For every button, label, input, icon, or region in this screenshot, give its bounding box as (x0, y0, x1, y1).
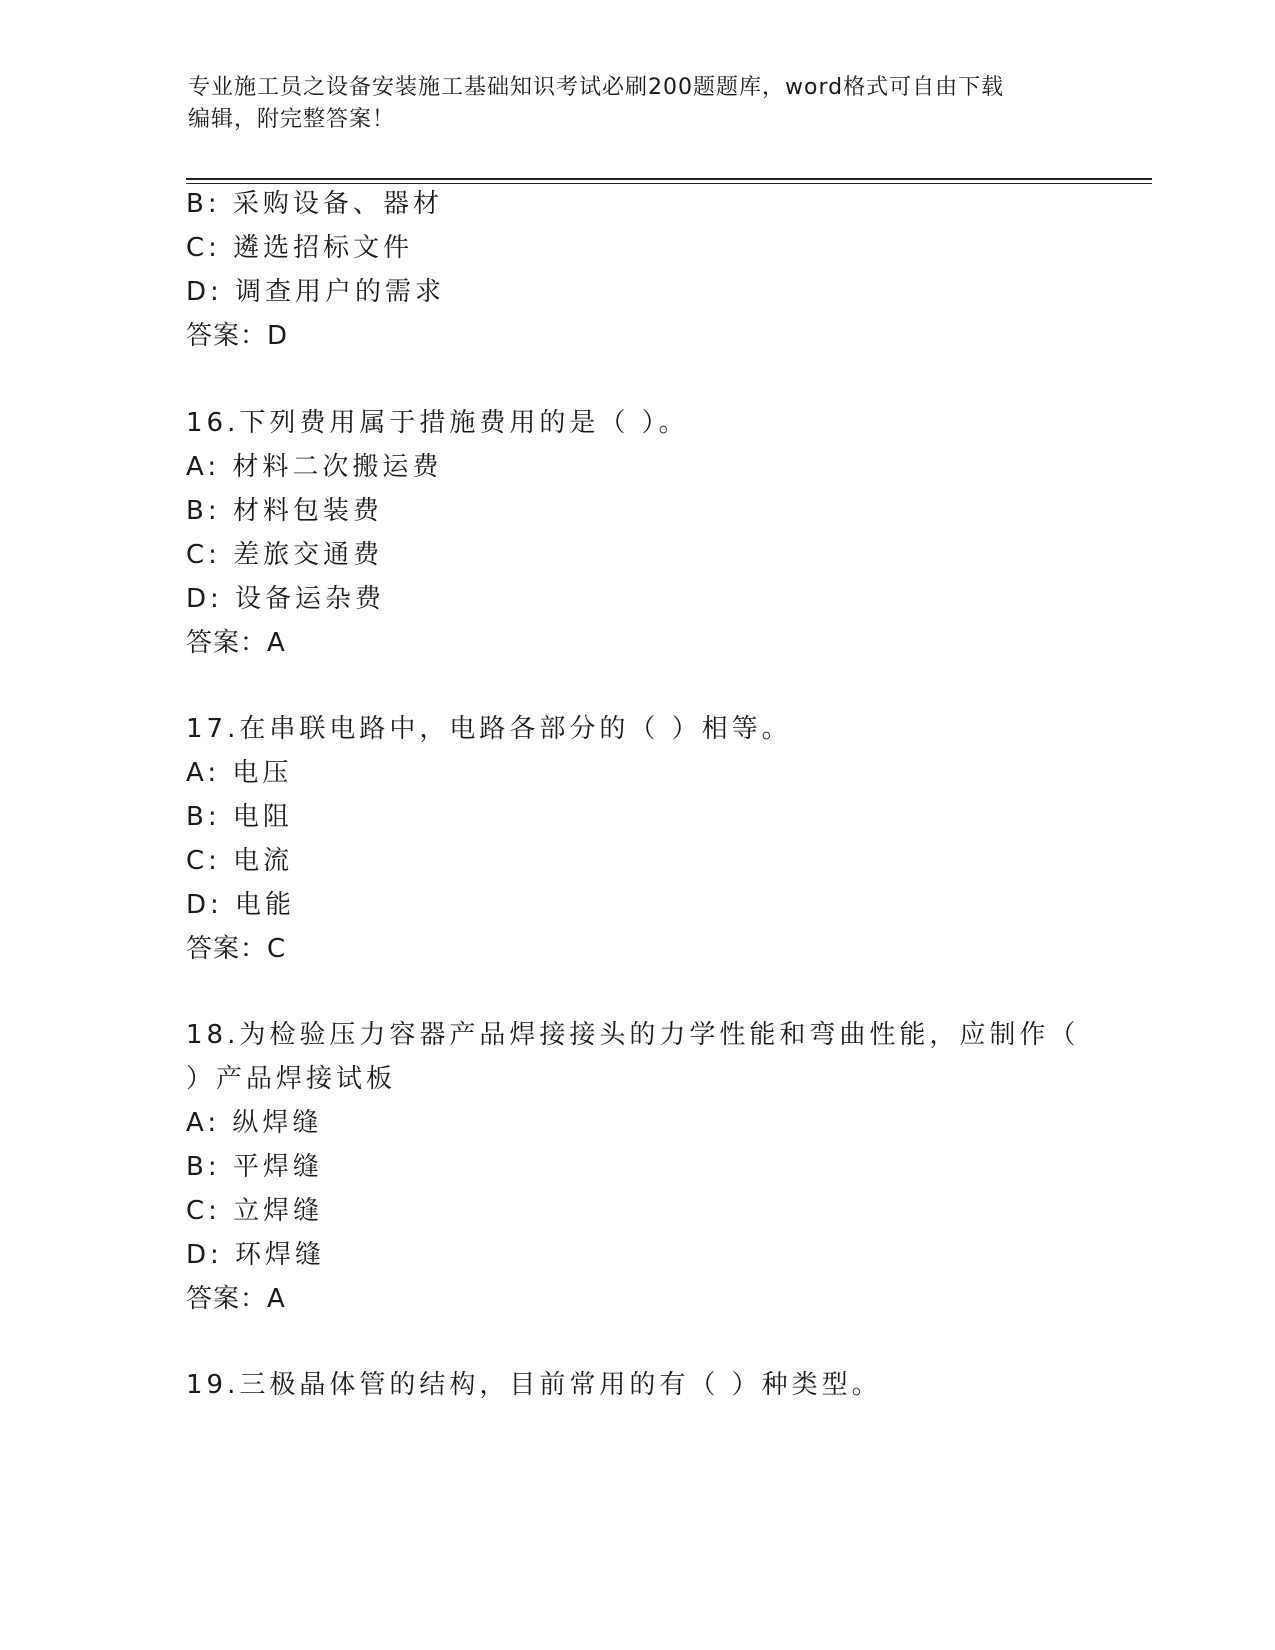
q16-stem: 16.下列费用属于措施费用的是（ ）。 (186, 408, 689, 438)
q17-option-d: D: 电能 (186, 890, 296, 920)
q15-option-b: B: 采购设备、器材 (186, 189, 443, 219)
header-divider-thin (186, 183, 1152, 184)
header-divider-thick (186, 178, 1152, 180)
q17-answer: 答案：C (186, 934, 287, 964)
q17-option-b: B: 电阻 (186, 802, 293, 832)
q15-answer: 答案：D (186, 321, 289, 351)
q19-stem: 19.三极晶体管的结构，目前常用的有（ ）种类型。 (186, 1370, 882, 1400)
q15-option-d: D: 调查用户的需求 (186, 277, 446, 307)
q18-answer: 答案：A (186, 1284, 286, 1314)
q18-option-d: D: 环焊缝 (186, 1240, 326, 1270)
q16-answer: 答案：A (186, 628, 286, 658)
header-line-2: 编辑，附完整答案！ (188, 107, 396, 132)
q18-option-b: B: 平焊缝 (186, 1152, 323, 1182)
q17-option-a: A: 电压 (186, 758, 293, 788)
q16-option-d: D: 设备运杂费 (186, 584, 386, 614)
q15-option-c: C: 遴选招标文件 (186, 233, 414, 263)
q16-option-b: B: 材料包装费 (186, 496, 383, 526)
q18-option-c: C: 立焊缝 (186, 1196, 324, 1226)
q17-stem: 17.在串联电路中，电路各部分的（ ）相等。 (186, 714, 792, 744)
q17-option-c: C: 电流 (186, 846, 294, 876)
document-header (188, 72, 1088, 136)
q18-stem-line-1: 18.为检验压力容器产品焊接接头的力学性能和弯曲性能，应制作（ (186, 1020, 1080, 1050)
q18-stem-line-2: ）产品焊接试板 (186, 1064, 397, 1094)
q16-option-a: A: 材料二次搬运费 (186, 452, 443, 482)
q18-option-a: A: 纵焊缝 (186, 1108, 323, 1138)
header-line-1: 专业施工员之设备安装施工基础知识考试必刷200题题库，word格式可自由下载 (188, 75, 1005, 100)
q16-option-c: C: 差旅交通费 (186, 540, 384, 570)
